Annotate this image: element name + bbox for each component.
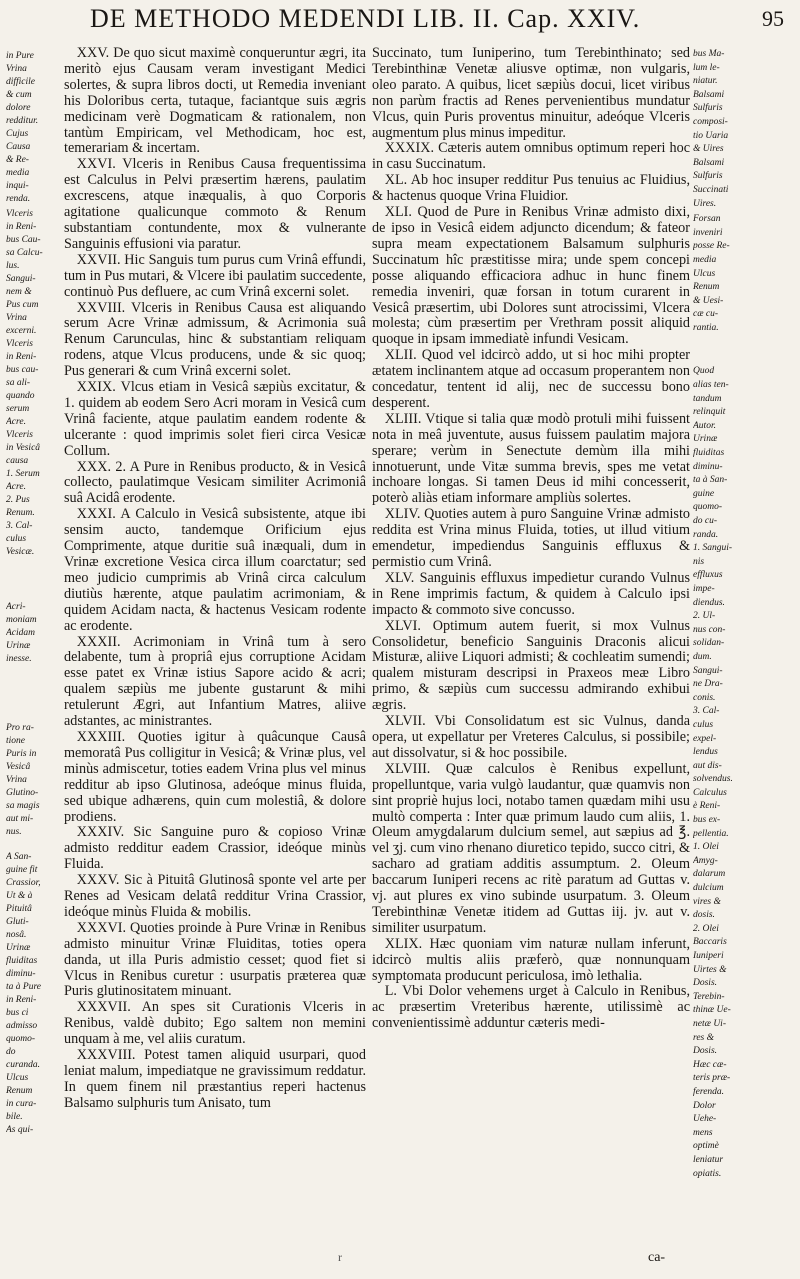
paragraph: XXVI. Vlceris in Renibus Causa frequentissima est Calculus in Pelvi præsertim hærens, paulatim excrescens, atque inæqualis, à quo Corporis agitatione qualicunque commoto & Renum substantiam contundente, mox & vulnerante Sanguinis effusioni via paratur.	[64, 156, 366, 252]
paragraph: XXX. 2. A Pure in Renibus producto, & in Vesicâ collecto, paulatimque Vesicam similiter Acrimoniâ suâ Acidâ erodente.	[64, 458, 366, 507]
margin-note: Pro ra- tione Puris in Vesicâ Vrina Glutino- sa magis aut mi- nus.	[6, 723, 40, 837]
right-text-column	[372, 46, 690, 1246]
paragraph: XLII. Quod vel idcircò addo, ut si hoc mihi propter ætatem inclinantem atque ad occasum properantem non concedatur, tentent id alij, nec de successu bono desperent.	[372, 347, 690, 411]
paragraph: XLVII. Vbi Consolidatum est sic Vulnus, danda opera, ut expellatur per Vreteres Calculus, si possibile; aut dissolvatur, si & hoc possibile.	[372, 713, 690, 761]
running-header	[30, 4, 790, 40]
paragraph: XLVI. Optimum autem fuerit, si mox Vulnus Consolidetur, beneficio Sanguinis Draconis alicui Misturæ, aliive Liquori admisti; & cochleatim sumendi; qualem misturam descripsi in Praxeos meæ Libro primo, & sæpiùs cum successu admirando exhibui ægris.	[372, 617, 690, 714]
paragraph: Succinato, tum Iuniperino, tum Terebinthinato; sed Terebinthinæ Venetæ aliusve optimæ, non vulgaris, oleo parato. A quibus, licet sæpiùs docui, licet viribus non parùm fractis ad Renes pervenientibus mundatur Vlcus, quin Puris proventus minuitur, adeóque Vlceris augmentum plus minus impeditur.	[372, 46, 690, 141]
catchword: ca-	[648, 1250, 666, 1265]
paragraph: XXXII. Acrimoniam in Vrinâ tum à sero delabente, tum à propriâ ejus corruptione Acidam esse patet ex Vrinæ istius Sapore acido & acri; qualem sæpiùs me jubente gustarunt & mihi retulerunt Ægri, aut Infantium Matres, aliive adstantes, ac ministrantes.	[64, 633, 366, 730]
margin-note: Forsan inveniri posse Re- media Ulcus Renum & Uesi- cæ cu- rantia.	[693, 214, 730, 333]
paragraph: XXIX. Vlcus etiam in Vesicâ sæpiùs excitatur, & 1. quidem ab eodem Sero Acri moram in Vesicâ cum Vrinâ faciente, atque paulatim eandem rodente & ulcerante : quod imprimis solet fieri circa Vesicæ Collum.	[64, 379, 366, 459]
paragraph: XXVIII. Vlceris in Renibus Causa est aliquando serum Acre Vrinæ admissum, & Acrimonia suâ Renum Carunculas, hinc & substantiam reliquam rodens, atque Vlcus producens, unde & sic quoq; Pus generari & cum Vrinâ excerni solet.	[64, 299, 366, 380]
page-number: 95	[762, 6, 784, 31]
paragraph: XLIII. Vtique si talia quæ modò protuli mihi fuissent nota in meâ juventute, ausus fuissem paulatim majora sperare; verùm in Senectute demùm illa mihi innotuerunt, unde Vitæ summa brevis, spes me vetat inchoare longas. Si tamen Deus id mihi concesserit, poterò aliàs etiam informare ampliùs solertes.	[372, 410, 690, 507]
paragraph: XLVIII. Quæ calculos è Renibus expellunt, propelluntque, varia vulgò laudantur, quæ quamvis non sint propriè hujus loci, notabo tamen quædam mihi usu multò comperta : Inter quæ primum laudo cum aliis, 1. Oleum amygdalarum dulcium semel, aut sæpius ad ℥. vel ʒj. cum vino rhenano diuretico tepido, succo citri, & sacharo ad gratiam additis assumptum. 2. Oleum baccarum Iuniperi recens ac ritè paratum ad Guttas v. vj. aut plures ex vino subinde usurpatum. 3. Oleum Terebinthinæ Venetæ itidem ad Guttas iij. jv. aut v. similiter usurpatum.	[372, 760, 690, 936]
paragraph: XXXIV. Sic Sanguine puro & copioso Vrinæ admisto redditur eadem Crassior, ideóque minùs Fluida.	[64, 824, 366, 873]
paragraph: L. Vbi Dolor vehemens urget à Calculo in Renibus, ac præsertim Vreteribus hærente, utilissimè ac convenientissimè adduntur cæteris medi-	[372, 983, 690, 1032]
paragraph: XXXVII. An spes sit Curationis Vlceris in Renibus, valdè dubito; Ego saltem non memini unquam à me, vel aliis curatum.	[64, 999, 366, 1048]
paragraph: XXXV. Sic à Pituitâ Glutinosâ sponte vel arte per Renes ad Vesicam delatâ redditur Vrina Crassior, ideóque minùs Fluida & mobilis.	[64, 872, 366, 920]
paragraph: XXXI. A Calculo in Vesicâ subsistente, atque ibi sensim aucto, tandemque Orificium ejus Comprimente, atque duritie suâ inæquali, dum in Vrinæ excretione Vesica circa illum coarctatur; sed meo judicio cumprimis ab Vrinâ circa calculum diutiùs hærente, atque paulatim acrimoniam, & quidem Acidam nacta, & hactenus Vesicam rodente ac erodente.	[64, 506, 366, 634]
paragraph: XXXIX. Cæteris autem omnibus optimum reperi hoc in casu Succinatum.	[372, 140, 690, 173]
margin-note: Vlceris in Reni- bus Cau- sa Calcu- lus. Sangui- nem & Pus cum Vrina excerni. Vlceris in Reni- bus cau- sa ali- quando serum Acre. Vlceris in Vesicâ causa 1. Serum Acre. 2. Pus Renum. 3. Cal- culus Vesicæ.	[6, 209, 43, 557]
paragraph: XLIV. Quoties autem à puro Sanguine Vrinæ admisto reddita est Vrina minus Fluida, toties, ut illud vitium emendetur, impediendus Sanguinis effluxus & permistio cum Vrinâ.	[372, 506, 690, 570]
margin-note: in Pure Vrina difficile & cum dolore redditur. Cujus Causa & Re- media inqui- renda.	[6, 51, 39, 204]
left-margin-notes	[6, 50, 56, 1230]
margin-note: bus Ma- lum le- niatur. Balsami Sulfuris composi- tio Uaria & Uires Balsami Sulfuris Succinati Uires.	[693, 49, 729, 209]
paragraph: XXXIII. Quoties igitur à quâcunque Causâ memoratâ Pus colligitur in Vesicâ; & Vrinæ plus, vel minùs admiscetur, toties eadem Vrina plus vel minus redditur ab ipso Glutinosa, adeóque minus fluida, sed ubique adhærens, quin cum molestiâ, & dolore prodiens.	[64, 728, 366, 825]
margin-note: Quod alias ten- tandum relinquit Autor. Urinæ fluiditas diminu- ta à San- guine quomo- do cu- randa. 1. Sangui- nis effluxus impe- diendus. 2. Ul- nus con- solidan- dum. Sangui- ne Dra- conis. 3. Cal- culus expel- lendus aut dis- solvendus. Calculus è Reni- bus ex- pellentia. 1. Olei Amyg- dalarum dulcium vires & dosis. 2. Olei Baccaris Iuniperi Uirtes & Dosis. Terebin- thinæ Ue- netæ Ui- res & Dosis. Hæc cæ- teris præ- ferenda. Dolor Uehe- mens optimè leniatur opiatis.	[693, 366, 733, 1179]
paragraph: XXVII. Hic Sanguis tum purus cum Vrinâ effundi, tum in Pus mutari, & Vlcere ibi paulatim succedente, continuò Pus defluere, ac cum Vrinâ excerni solet.	[64, 251, 366, 300]
paragraph: XXV. De quo sicut maximè conqueruntur ægri, ita meritò ejus Causam veram investigant Medici solertes, & supra libros docti, ut Remedia inveniant his Doloribus certa, tutaque, faciantque suis ægris medicinam verè Dogmaticam & rationalem, non tantùm Empiricam, vel Methodicam, hoc est, temerariam & incertam.	[64, 46, 366, 157]
margin-note: A San- guine fit Crassior, Ut & à Pituitâ Gluti- nosâ. Urinæ fluiditas diminu- ta à Pure in Reni- bus ci admisso quomo- do curanda. Ulcus Renum in cura- bile. As qui-	[6, 852, 42, 1135]
paragraph: XLV. Sanguinis effluxus impedietur curando Vulnus in Rene imprimis factum, & quidem à Calculo ipsi impacto & commoto sive concusso.	[372, 569, 690, 618]
running-title: DE METHODO MEDENDI LIB. II. Cap. XXIV.	[90, 4, 641, 33]
paragraph: XL. Ab hoc insuper redditur Pus tenuius ac Fluidius, & hactenus quoque Vrina Fluidior.	[372, 172, 690, 205]
margin-note: Acri- moniam Acidam Urinæ inesse.	[6, 602, 37, 664]
footer-mark: r	[338, 1250, 342, 1264]
paragraph: XXXVIII. Potest tamen aliquid usurpari, quod leniat malum, impediatque ne gravissimum reddatur. In quem finem nil præstantius reperi hactenus Balsamo sulphuris tum Anisato, tum	[64, 1047, 366, 1111]
paragraph: XLIX. Hæc quoniam vim naturæ nullam inferunt, idcircò multis aliis præferò, quæ nonnunquam symptomata producunt periculosa, imò lethalia.	[372, 935, 690, 984]
right-margin-notes	[693, 48, 797, 1248]
paragraph: XXXVI. Quoties proinde à Pure Vrinæ in Renibus admisto minuitur Vrinæ Fluiditas, toties opera danda, ut illa Puris admistio cesset; quod fiet si Vlcus in Renibus curetur : usurpatis præterea quæ Puris glutinositatem minuant.	[64, 919, 366, 1000]
paragraph: XLI. Quod de Pure in Renibus Vrinæ admisto dixi, de ipso in Vesicâ eidem adjuncto dicendum; & fateor supra meam expectationem Balsamum sulphuris Succinatum hîc præstitisse mira; unde spem concepi posse aliquando efficaciora adhuc in hunc finem remedia inveniri, quæ forsan in totum curarent in Vesicâ præsertim, ubi Dolores sunt atrocissimi, Vlcera molesta; cùm præsertim per Vrethram possit aliquid quoque in ipsam immediatè infundi Vesicam.	[372, 204, 690, 348]
left-text-column	[64, 46, 366, 1246]
